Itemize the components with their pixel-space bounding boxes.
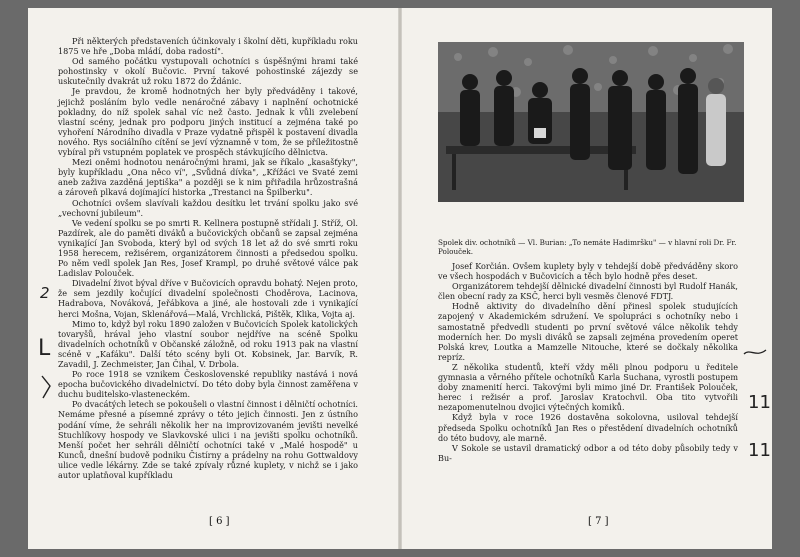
photo-caption: Spolek div. ochotníků — Vl. Burian: „To nemáte Hadimršku" — v hlavní roli Dr. Fr. Polouček.	[438, 238, 737, 256]
right-page-text	[438, 261, 738, 463]
page-number-left: [ 6 ]	[209, 516, 230, 527]
handwritten-bracket-mark	[40, 374, 54, 400]
paragraph: Josef Korčián. Ovšem kuplety byly v tehdejší době předváděny skoro ve všech hospodách v Bučovicích a těch bylo hodně přes deset.	[438, 261, 738, 282]
paragraph: Organizátorem tehdejší dělnické divadelní činnosti byl Rudolf Hanák, člen obecní rady za KSČ, herci byli vesměs členové FDTJ.	[438, 281, 738, 302]
paragraph: V Sokole se ustavil dramatický odbor a od této doby působily tedy v Bu-	[438, 442, 738, 463]
paragraph: Od samého počátku vystupovali ochotníci s úspěšnými hrami také pohostinsky v okolí Bučovic. První takové pohostinské zájezdy se uskutečnily dvakrát už roku 1872 do Ždánic.	[58, 56, 358, 87]
margin-annotation: 2	[40, 284, 50, 302]
handwritten-arrow-mark	[742, 346, 768, 360]
margin-annotation: 11	[748, 440, 771, 461]
page-number-right: [ 7 ]	[588, 516, 609, 527]
book-spread	[28, 8, 772, 549]
paragraph: Mezi oněmi hodnotou nenáročnými hrami, jak se říkalo „kasašťyky", byly kupříkladu „Ona něco ví", „Svůdná dívka", „Křížáci ve Svaté zemi aneb zaživa zazděná jeptiška" a později se k nim přiřadila hrůzostrašná a zároveň plkavá dojímající historka „Trestanci na Špilberku".	[58, 157, 358, 198]
paragraph: Hodně aktivity do divadelního dění přinesl spolek studujících zapojený v Akademickém sdružení. Ve spolupráci s ochotníky nebo i samostatně předvedli studenti po první světové válce několik tehdy moderních her. Do mysli diváků se zapsali zejména provedením operet Polská krev, Loutka a Mamzelle Nitouche, které se dočkaly několika repríz.	[438, 301, 738, 362]
paragraph: Ve vedení spolku se po smrti R. Kellnera postupně střídali J. Stříž, Ol. Pazdírek, ale do paměti diváků a bučovických občanů se zapsal zejména vynikající Jan Svoboda, který byl od svých 18 let až do své smrti roku 1958 herecem, režisérem, organizátorem činnosti a předsedou spolku. Po něm vedl spolek Jan Res, Josef Krampl, po druhé světové válce pak Ladislav Polouček.	[58, 217, 358, 279]
margin-annotation: 11	[748, 392, 771, 413]
paragraph: Ochotníci ovšem slavívali každou desítku let trvání spolku jako své „vechovní jubileum".	[58, 197, 358, 218]
right-page	[400, 8, 772, 549]
paragraph: Je pravdou, že kromě hodnotných her byly předváděny i takové, jejichž posláním bylo vedle nenáročné zábavy i naplnění ochotnické pokladny, do níž spolek sahal víc než často. Jednak k vůli zvelebení vlastní scény, jednak pro podporu jiných institucí a zejména také po vyhoření Národního divadla v Praze vydatně přispěl k postavení divadla nového. Rys sociálního cítění se jeví významně v tom, že se příležitostně vybíral při vstupném poplatek ve prospěch stávkujícího dělnictva.	[58, 86, 358, 158]
paragraph: Z několika studentů, kteří vždy měli plnou podporu u ředitele gymnasia a věrného přítele ochotníků Karla Suchana, vyrostli postupem doby znamenití herci. Takovými byli mimo jiné Dr. František Polouček, herec i režisér a prof. Jaroslav Kratochvil. Oba tito vytvořili nezapomenutelnou dvojici výtečných komiků.	[438, 361, 738, 413]
paragraph: Divadelní život býval dříve v Bučovicích opravdu bohatý. Nejen proto, že sem jezdily kočující divadelní společnosti Choděrova, Lacinova, Hadrabova, Nováková, Jeřábkova a jiné, ale hostovali zde i vynikající herci Mošna, Vojan, Sklenářová—Malá, Vrchlická, Pištěk, Klika, Vojta aj.	[58, 278, 358, 319]
historical-photo	[438, 42, 744, 202]
left-page-text	[58, 36, 358, 480]
paragraph: Při některých představeních účinkovaly i školní děti, kupříkladu roku 1875 ve hře „Doba mládí, doba radostí".	[58, 36, 358, 57]
paragraph: Mimo to, když byl roku 1890 založen v Bučovicích Spolek katolických tovaryšů, hrával jeho vlastní soubor nejdříve na scéně Spolku divadelních ochotníků v Občanské záložně, od roku 1913 pak na vlastní scéně v „Kafáku". Další této scény byli Ot. Kobsinek, Jar. Barvík, R. Zavadil, J. Zechmeister, Jan Čihal, V. Drbola.	[58, 318, 358, 369]
paragraph: Po dvacátých letech se pokoušeli o vlastní činnost i dělničtí ochotníci. Nemáme přesné a písemné zprávy o této jejich činnosti. Jen z ústního podání víme, že sehráli několik her na improvizovaném jevišti nevelké Stuchlíkovy hospody ve Slavkovské ulici i na jevišti spolku ochotníků. Menší počet her sehráli dělničtí ochotníci také v „Malé hospodě" u Kunců, dnešní budově podniku Čistírny a prádelny na rohu Gottwaldovy ulice vedle lékárny. Zde se také zpívaly různé kuplety, v nichž se i jako autor uplatňoval kupříkladu	[58, 399, 358, 481]
left-page	[28, 8, 400, 549]
paragraph: Po roce 1918 se vznikem Československé republiky nastává i nová epocha bučovického divadelnictví. Do této doby byla činnost zaměřena v duchu buditelsko-vlasteneckém.	[58, 369, 358, 400]
margin-annotation: L	[38, 336, 51, 361]
paragraph: Když byla v roce 1926 dostavěna sokolovna, usiloval tehdejší předseda Spolku ochotníků Jan Res o přestědení divadelních ochotníků do této budovy, ale marně.	[438, 412, 738, 443]
